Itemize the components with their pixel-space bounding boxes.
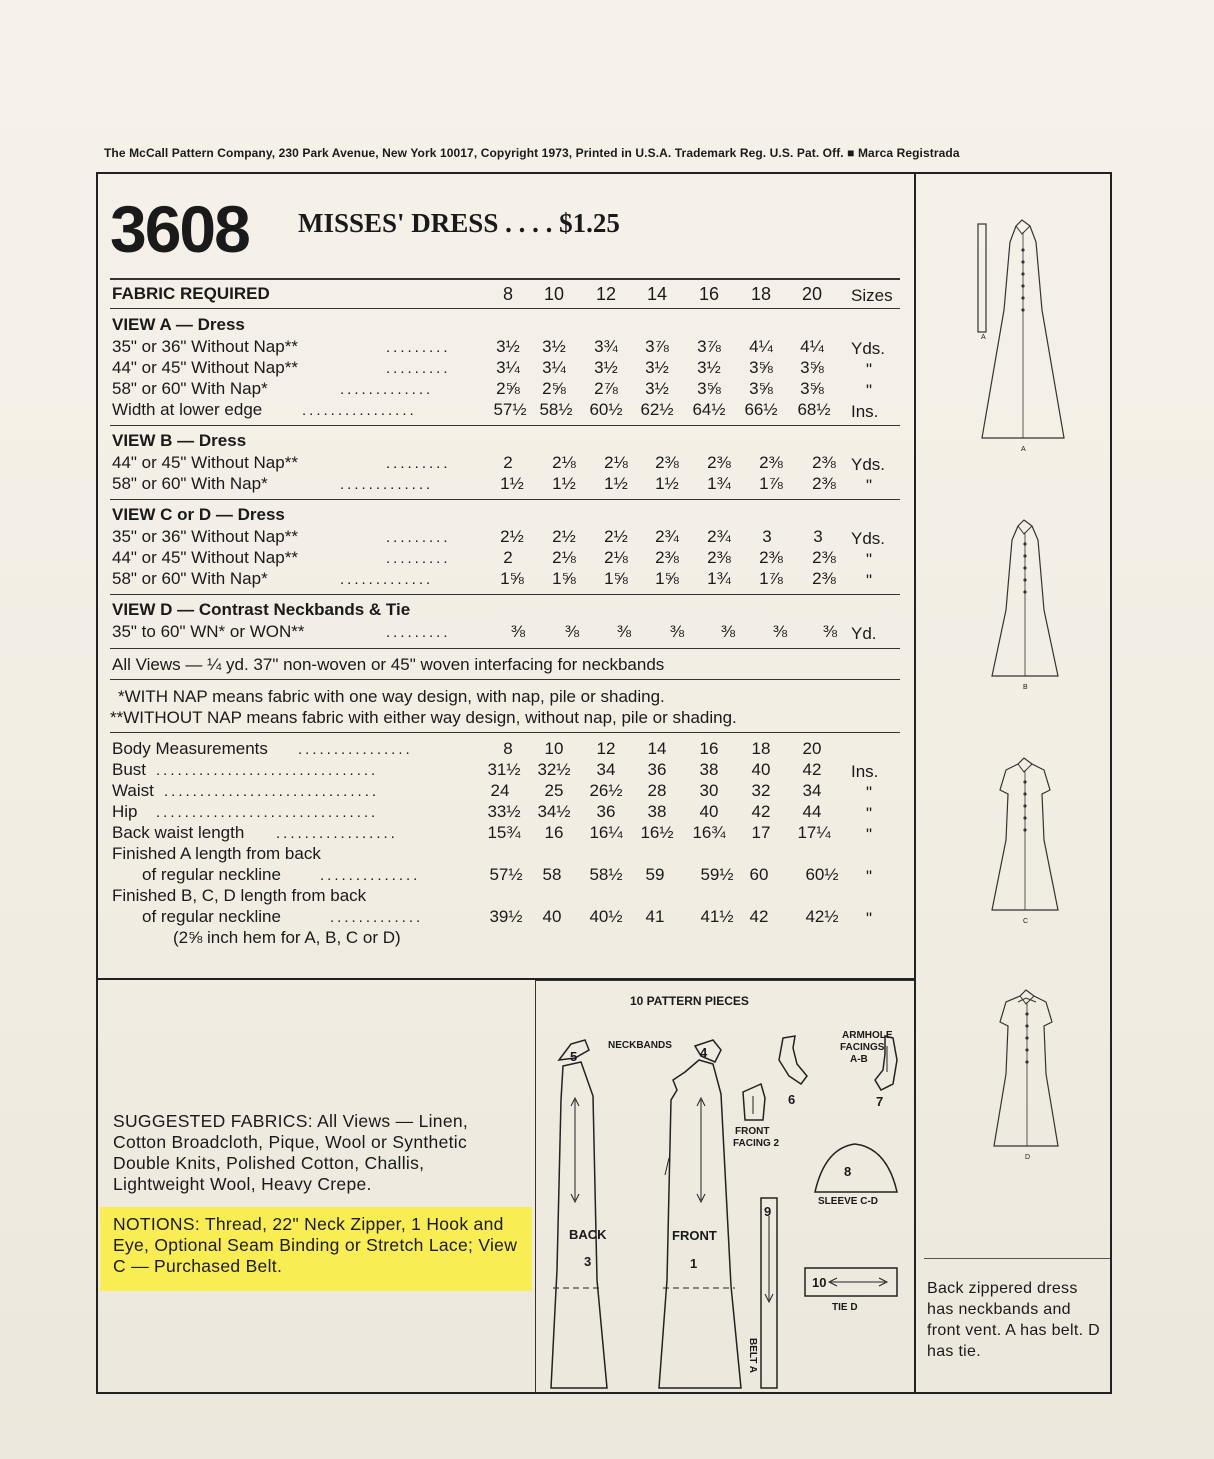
cell: 30 [699, 781, 719, 800]
cell: 2⅜ [759, 548, 783, 567]
piece-number: 1 [690, 1256, 698, 1271]
cell: 42 [802, 760, 822, 779]
size-header: 20 [801, 284, 823, 304]
with-nap-note: *WITH NAP means fabric with one way design, with nap, pile or shading. [118, 687, 665, 706]
cell: 2¾ [655, 527, 679, 546]
cell: 3⅞ [645, 337, 669, 356]
row-label: of regular neckline [142, 865, 281, 884]
cell: 1¾ [707, 474, 731, 493]
cell: 34 [802, 781, 822, 800]
cell: 16¼ [589, 823, 623, 842]
cell: 15¾ [487, 823, 521, 842]
cell: 40 [542, 907, 562, 926]
view-label: C [1023, 918, 1029, 925]
piece-number: 5 [570, 1049, 578, 1064]
section-title: VIEW C or D — Dress [112, 505, 285, 524]
cell: 26½ [589, 781, 623, 800]
cell: 2⅜ [812, 569, 836, 588]
cell: 2⅛ [552, 548, 576, 567]
leader-dots: ......... [386, 360, 451, 377]
unit: " [866, 783, 873, 802]
cell: 3⅞ [697, 337, 721, 356]
size-header: 18 [750, 284, 772, 304]
piece-number: 10 [812, 1275, 827, 1290]
size-header: 20 [802, 739, 822, 758]
cell: 3½ [496, 337, 520, 356]
leader-dots: .............. [320, 867, 421, 884]
cell: 1⅝ [552, 569, 576, 588]
cell: 3⅝ [800, 358, 824, 377]
row-label: 58" or 60" With Nap* [112, 379, 268, 398]
size-header: 14 [646, 284, 668, 304]
cell: 59½ [700, 865, 734, 884]
cell: 2⅜ [812, 548, 836, 567]
hem-note: (2⅝ inch hem for A, B, C or D) [173, 928, 401, 947]
cell: 2⅞ [594, 379, 618, 398]
cell: 33½ [487, 802, 521, 821]
notions: NOTIONS: Thread, 22" Neck Zipper, 1 Hook and Eye, Optional Seam Binding or Stretch Lace; View C — Purchased Belt. [113, 1214, 518, 1276]
cell: 3⅝ [800, 379, 824, 398]
view-label: B [1023, 684, 1028, 691]
cell: 2½ [500, 527, 524, 546]
cell: 40½ [589, 907, 623, 926]
cell: 34 [596, 760, 616, 779]
cell: 1½ [500, 474, 524, 493]
unit: " [866, 550, 873, 569]
cell: ⅜ [510, 622, 526, 641]
cell: 2⅜ [655, 453, 679, 472]
sizes-label: Sizes [851, 286, 893, 305]
cell: 38 [699, 760, 719, 779]
cell: 57½ [489, 865, 523, 884]
size-header: 8 [503, 739, 513, 758]
views-divider [914, 172, 916, 1394]
without-nap-note: **WITHOUT NAP means fabric with either way design, without nap, pile or shading. [110, 708, 737, 727]
suggested-fabrics: SUGGESTED FABRICS: All Views — Linen, Cotton Broadcloth, Pique, Wool or Synthetic Double Knits, Polished Cotton, Challis, Lightweight Wool, Heavy Crepe. [113, 1111, 469, 1194]
cell: 3⅝ [697, 379, 721, 398]
row-label: 58" or 60" With Nap* [112, 569, 268, 588]
cell: 31½ [487, 760, 521, 779]
armhole-label: FACINGS [840, 1042, 885, 1053]
unit: " [866, 571, 873, 590]
cell: 2⅛ [604, 548, 628, 567]
table-top-rule [110, 278, 900, 280]
cell: 1⅞ [759, 474, 783, 493]
neckbands-label: NECKBANDS [608, 1040, 672, 1051]
table-rule [110, 308, 900, 309]
cell: 2⅜ [655, 548, 679, 567]
piece-number: 4 [700, 1045, 708, 1060]
cell: 3¼ [542, 358, 566, 377]
cell: 2⅛ [552, 453, 576, 472]
cell: 40 [751, 760, 771, 779]
copyright-line: The McCall Pattern Company, 230 Park Avenue, New York 10017, Copyright 1973, Printed in U.S.A. Trademark Reg. U.S. Pat. Off. ■ Marca Registrada [104, 146, 960, 160]
cell: 42 [749, 907, 769, 926]
row-label: 44" or 45" Without Nap** [112, 548, 298, 567]
belt-label: BELT A [747, 1338, 758, 1373]
body-measurements-heading: Body Measurements [112, 739, 268, 758]
piece-number: 3 [584, 1254, 592, 1269]
unit: " [866, 476, 873, 495]
cell: 2½ [604, 527, 628, 546]
cell: 2⅛ [604, 453, 628, 472]
all-views-note: All Views — ¼ yd. 37" non-woven or 45" woven interfacing for neckbands [112, 655, 665, 674]
size-header: 14 [647, 739, 667, 758]
size-header: 8 [502, 284, 513, 304]
size-header: 12 [595, 284, 617, 304]
cell: 3¼ [496, 358, 520, 377]
cell: 4¼ [749, 337, 773, 356]
piece-number: 9 [764, 1204, 772, 1219]
row-label: Waist [112, 781, 154, 800]
leader-dots: ......... [386, 624, 451, 641]
front-facing-label: FRONT [735, 1126, 770, 1137]
cell: 32 [751, 781, 771, 800]
size-header: 12 [596, 739, 616, 758]
size-header: 10 [543, 284, 565, 304]
cell: 1⅞ [759, 569, 783, 588]
cell: 3⅝ [749, 358, 773, 377]
cell: 2⅝ [542, 379, 566, 398]
cell: 66½ [744, 400, 778, 419]
unit: Ins. [851, 402, 879, 421]
sleeve-label: SLEEVE C-D [818, 1196, 879, 1207]
pattern-number: 3608 [110, 192, 249, 266]
armhole-label: A-B [850, 1054, 868, 1065]
cell: 3½ [542, 337, 566, 356]
cell: 3 [813, 527, 823, 546]
cell: 62½ [640, 400, 674, 419]
cell: ⅜ [772, 622, 788, 641]
cell: 3½ [697, 358, 721, 377]
cell: 1½ [604, 474, 628, 493]
unit: Yds. [851, 529, 886, 548]
table-rule [110, 425, 900, 426]
fabric-heading: FABRIC REQUIRED [112, 284, 270, 303]
cell: 17 [751, 823, 771, 842]
view-illustrations [918, 190, 1108, 1250]
cell: 2½ [552, 527, 576, 546]
cell: 17¼ [797, 823, 831, 842]
section-title: VIEW A — Dress [112, 315, 245, 334]
leader-dots: ......... [386, 550, 451, 567]
row-label: Hip [112, 802, 138, 821]
cell: ⅜ [669, 622, 685, 641]
cell: ⅜ [720, 622, 736, 641]
cell: 41 [645, 907, 665, 926]
cell: 2⅝ [496, 379, 520, 398]
unit: " [866, 909, 873, 928]
table-rule [110, 594, 900, 595]
view-label: A [1021, 446, 1026, 453]
cell: 2⅜ [707, 453, 731, 472]
piece-number: 7 [876, 1094, 884, 1109]
cell: 16¾ [692, 823, 726, 842]
unit: Yds. [851, 339, 886, 358]
unit: " [866, 381, 873, 400]
cell: 58½ [589, 865, 623, 884]
row-label: Bust [112, 760, 147, 779]
size-header: 18 [751, 739, 771, 758]
row-label: 35" or 36" Without Nap** [112, 337, 298, 356]
cell: 39½ [489, 907, 523, 926]
leader-dots: ......... [386, 455, 451, 472]
leader-dots: ............................... [156, 762, 379, 779]
cell: 36 [596, 802, 616, 821]
cell: 68½ [797, 400, 831, 419]
cell: 60 [749, 865, 769, 884]
size-header: 10 [544, 739, 564, 758]
cell: 25 [544, 781, 564, 800]
row-label: 35" to 60" WN* or WON** [112, 622, 305, 641]
cell: 1⅝ [655, 569, 679, 588]
cell: 59 [645, 865, 665, 884]
cell: 2⅜ [812, 453, 836, 472]
cell: ⅜ [564, 622, 580, 641]
leader-dots: ............................... [156, 804, 379, 821]
table-rule [110, 648, 900, 649]
cell: 41½ [700, 907, 734, 926]
front-facing-label: FACING 2 [733, 1138, 780, 1149]
cell: 16 [544, 823, 564, 842]
cell: 34½ [537, 802, 571, 821]
size-header: 16 [698, 284, 720, 304]
cell: 58 [542, 865, 562, 884]
cell: 16½ [640, 823, 674, 842]
pattern-title: MISSES' DRESS . . . . $1.25 [298, 208, 620, 238]
description-separator [924, 1258, 1110, 1259]
cell: 64½ [692, 400, 726, 419]
cell: 2⅜ [759, 453, 783, 472]
leader-dots: ............. [340, 381, 434, 398]
view-description: Back zippered dress has neckbands and front vent. A has belt. D has tie. [927, 1280, 1100, 1360]
cell: ⅜ [822, 622, 838, 641]
armhole-label: ARMHOLE [842, 1030, 893, 1041]
size-header: 16 [699, 739, 719, 758]
piece-number: 6 [788, 1092, 796, 1107]
table-rule [110, 679, 900, 680]
cell: 3¾ [594, 337, 618, 356]
table-rule [110, 732, 900, 733]
cell: 1½ [552, 474, 576, 493]
cell: 2 [503, 548, 513, 567]
table-rule [110, 499, 900, 500]
unit: " [866, 804, 873, 823]
cell: 2⅜ [812, 474, 836, 493]
view-label: A [981, 334, 986, 341]
cell: 28 [647, 781, 667, 800]
leader-dots: ................. [276, 825, 398, 842]
leader-dots: ................ [298, 741, 413, 758]
leader-dots: ............. [340, 571, 434, 588]
section-title: VIEW D — Contrast Neckbands & Tie [112, 600, 411, 619]
row-label: Finished A length from back [112, 844, 321, 863]
row-label: 58" or 60" With Nap* [112, 474, 268, 493]
cell: 32½ [537, 760, 571, 779]
cell: 24 [490, 781, 510, 800]
view-label: D [1025, 1154, 1031, 1161]
cell: 1¾ [707, 569, 731, 588]
leader-dots: ......... [386, 339, 451, 356]
cell: 44 [802, 802, 822, 821]
cell: ⅜ [616, 622, 632, 641]
cell: 3½ [645, 358, 669, 377]
cell: 2¾ [707, 527, 731, 546]
cell: 60½ [589, 400, 623, 419]
unit: " [866, 825, 873, 844]
section-title: VIEW B — Dress [112, 431, 247, 450]
cell: 57½ [493, 400, 527, 419]
cell: 60½ [805, 865, 839, 884]
pattern-pieces-title: 10 PATTERN PIECES [630, 994, 749, 1008]
row-label: Back waist length [112, 823, 245, 842]
row-label: 44" or 45" Without Nap** [112, 453, 298, 472]
piece-number: 8 [844, 1164, 852, 1179]
tie-label: TIE D [832, 1302, 858, 1313]
row-label: 35" or 36" Without Nap** [112, 527, 298, 546]
cell: 2⅜ [707, 548, 731, 567]
cell: 3⅝ [749, 379, 773, 398]
unit: Yds. [851, 455, 886, 474]
cell: 40 [699, 802, 719, 821]
row-label: of regular neckline [142, 907, 281, 926]
cell: 1⅝ [604, 569, 628, 588]
leader-dots: ............. [340, 476, 434, 493]
unit: " [866, 867, 873, 886]
leader-dots: ................ [302, 402, 417, 419]
cell: 1⅝ [500, 569, 524, 588]
cell: 36 [647, 760, 667, 779]
leader-dots: ............. [330, 909, 424, 926]
cell: 42 [751, 802, 771, 821]
leader-dots: .............................. [164, 783, 380, 800]
cell: 3½ [594, 358, 618, 377]
front-label: FRONT [672, 1228, 717, 1243]
cell: 1½ [655, 474, 679, 493]
cell: 3 [762, 527, 772, 546]
back-label: BACK [569, 1227, 607, 1242]
unit: Yd. [851, 624, 877, 643]
cell: 3½ [645, 379, 669, 398]
unit: Ins. [851, 762, 879, 781]
leader-dots: ......... [386, 529, 451, 546]
cell: 38 [647, 802, 667, 821]
cell: 2 [503, 453, 513, 472]
cell: 42½ [805, 907, 839, 926]
row-label: 44" or 45" Without Nap** [112, 358, 298, 377]
row-label: Finished B, C, D length from back [112, 886, 367, 905]
row-label: Width at lower edge [112, 400, 263, 419]
cell: 4¼ [800, 337, 824, 356]
unit: " [866, 360, 873, 379]
cell: 58½ [539, 400, 573, 419]
